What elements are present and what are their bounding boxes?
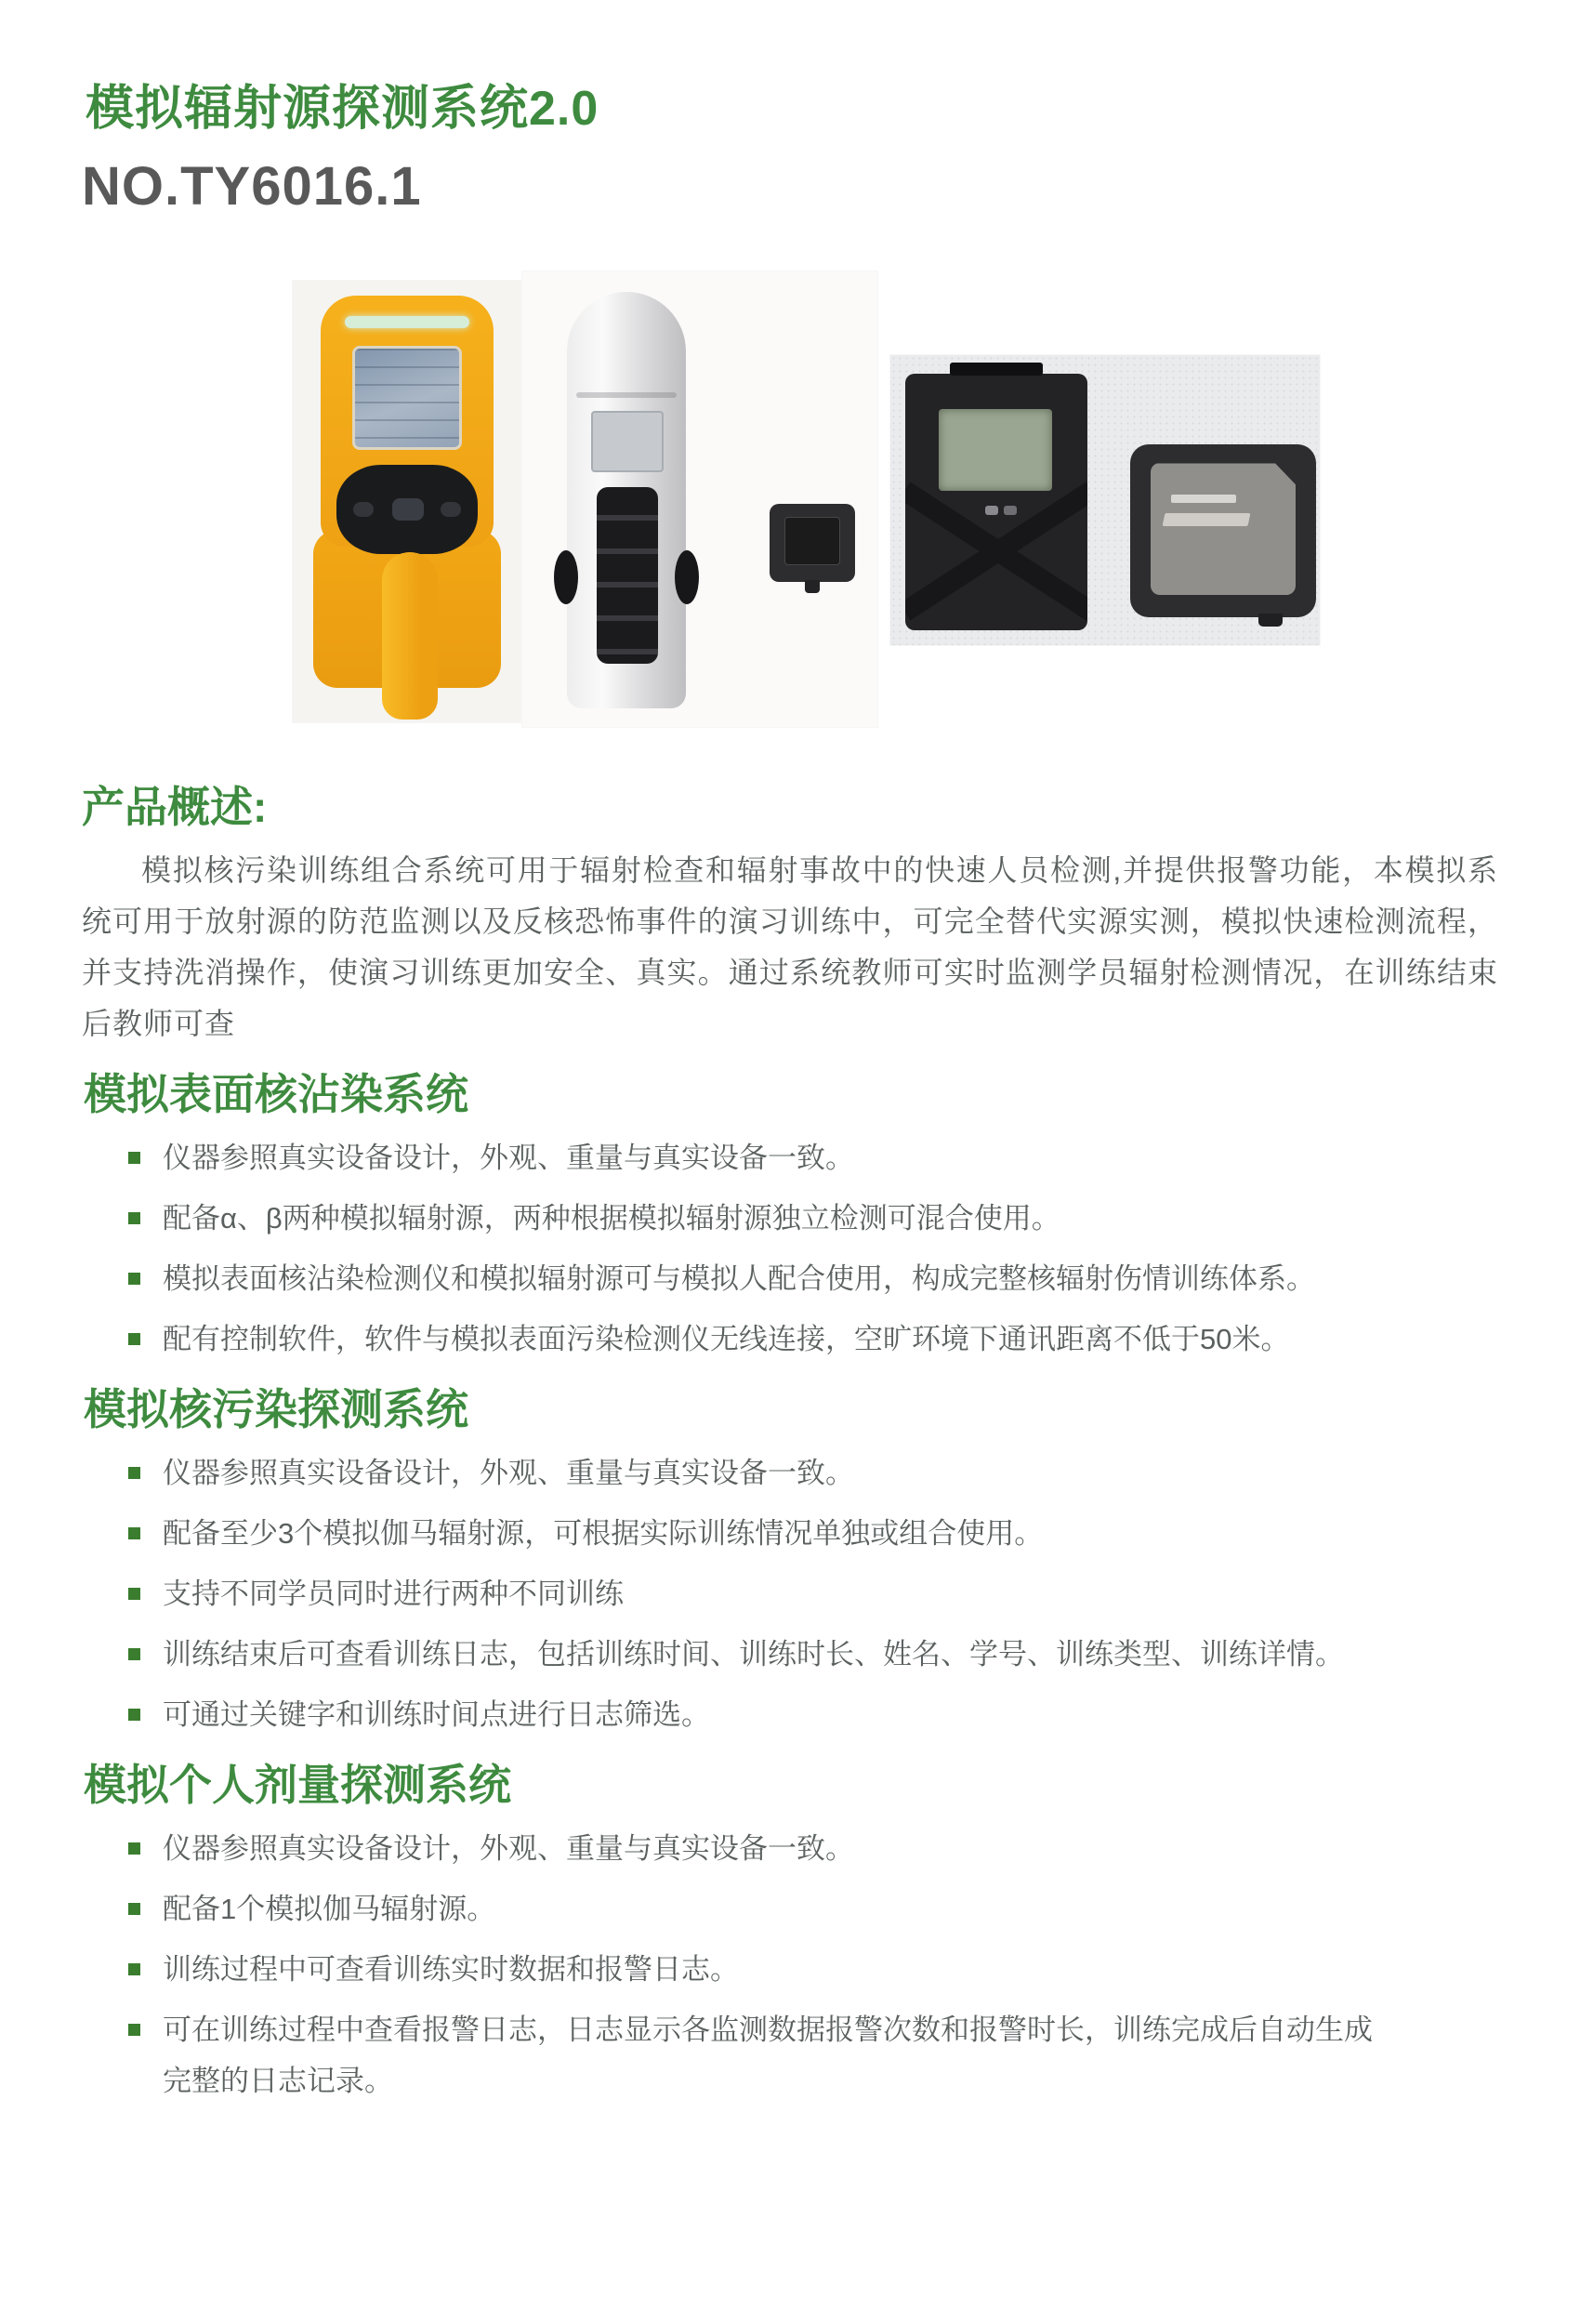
- bullet-text: 可在训练过程中查看报警日志，日志显示各监测数据报警次数和报警时长，训练完成后自动生成完整的日志记录。: [163, 2014, 1373, 2098]
- product-photos: [82, 255, 1498, 738]
- bullet-text: 配备1个模拟伽马辐射源。: [163, 1893, 496, 1926]
- mini-source-screen: [784, 517, 840, 565]
- bullet-text: 仪器参照真实设备设计，外观、重量与真实设备一致。: [163, 1457, 854, 1490]
- bullet-text: 支持不同学员同时进行两种不同训练: [163, 1578, 624, 1611]
- bullet-square-icon: [128, 1903, 140, 1915]
- bullet-item: [82, 1689, 1380, 1740]
- bullet-text: 配备α、β两种模拟辐射源，两种根据模拟辐射源独立检测可混合使用。: [163, 1202, 1060, 1235]
- bullet-square-icon: [128, 1467, 140, 1479]
- bullet-list: [82, 1823, 1498, 2106]
- bullet-text: 训练结束后可查看训练日志，包括训练时间、训练时长、姓名、学号、训练类型、训练详情。: [163, 1638, 1344, 1671]
- detector-lcd-screen: [352, 346, 462, 450]
- bullet-item: [82, 1447, 1380, 1499]
- bullet-item: [82, 1629, 1380, 1680]
- dosimeter-button: [1004, 506, 1017, 515]
- section-heading-personal-dose: 模拟个人剂量探测系统: [84, 1761, 511, 1810]
- detector-left-button: [353, 502, 374, 517]
- bullet-text: 训练过程中可查看训练实时数据和报警日志。: [163, 1953, 739, 1987]
- bullet-square-icon: [128, 1648, 140, 1660]
- photo-dosimeter-and-case: [890, 355, 1320, 645]
- bullet-square-icon: [128, 1273, 140, 1285]
- model-number: NO.TY6016.1: [82, 155, 422, 217]
- bullet-item: [82, 1944, 1380, 1995]
- photo-surface-contamination-detector: [293, 281, 520, 722]
- source-case-body: [1130, 444, 1316, 617]
- dosimeter-lcd-screen: [939, 409, 1052, 491]
- source-case-label-mark: [1163, 513, 1251, 526]
- source-case-latch: [1258, 614, 1283, 627]
- bullet-item: [82, 1253, 1380, 1304]
- bullet-item: [82, 1314, 1380, 1365]
- bullet-text: 模拟表面核沾染检测仪和模拟辐射源可与模拟人配合使用，构成完整核辐射伤情训练体系。: [163, 1262, 1315, 1296]
- overview-heading: 产品概述:: [82, 783, 268, 832]
- dosimeter-button: [985, 506, 998, 515]
- bullet-square-icon: [128, 1842, 140, 1855]
- bullet-square-icon: [128, 1963, 140, 1975]
- bullet-item: [82, 1568, 1380, 1619]
- bullet-item: [82, 1193, 1380, 1244]
- bullet-square-icon: [128, 1333, 140, 1345]
- bullet-item: [82, 1508, 1380, 1559]
- dosimeter-top-clip: [950, 363, 1043, 376]
- bullet-list: [82, 1132, 1498, 1365]
- section-nuclear-pollution: [82, 1385, 1498, 1740]
- bullet-item: [82, 1883, 1380, 1934]
- section-heading-surface-contamination: 模拟表面核沾染系统: [84, 1070, 468, 1119]
- bullet-square-icon: [128, 1212, 140, 1224]
- probe-foam-grip: [597, 487, 658, 664]
- photo-probe-detector: [522, 271, 877, 727]
- overview-paragraph: 模拟核污染训练组合系统可用于辐射检查和辐射事故中的快速人员检测,并提供报警功能，本模拟系统可用于放射源的防范监测以及反核恐怖事件的演习训练中，可完全替代实源实测，模拟快速检测流程，并支持洗消操作，使演习训练更加安全、真实。通过系统教师可实时监测学员辐射检测情况，在训练结束后教师可查: [82, 853, 1498, 1041]
- source-case-label-mark: [1171, 495, 1236, 503]
- probe-right-knob: [675, 550, 699, 604]
- bullet-text: 配备至少3个模拟伽马辐射源，可根据实际训练情况单独或组合使用。: [163, 1517, 1044, 1551]
- detector-handle: [382, 552, 438, 720]
- mini-source-stem: [805, 580, 820, 593]
- probe-neck-seam: [576, 392, 677, 398]
- bullet-square-icon: [128, 1588, 140, 1600]
- section-heading-nuclear-pollution: 模拟核污染探测系统: [84, 1385, 468, 1434]
- bullet-square-icon: [128, 1709, 140, 1721]
- section-personal-dose: [82, 1761, 1498, 2106]
- bullet-text: 配有控制软件，软件与模拟表面污染检测仪无线连接，空旷环境下通讯距离不低于50米。: [163, 1323, 1290, 1356]
- bullet-square-icon: [128, 2024, 140, 2036]
- bullet-item: [82, 2004, 1380, 2106]
- page-title: 模拟辐射源探测系统2.0: [86, 82, 599, 136]
- detector-right-button: [441, 502, 461, 517]
- bullet-square-icon: [128, 1527, 140, 1539]
- mini-source-device: [770, 504, 855, 582]
- bullet-item: [82, 1823, 1380, 1874]
- detector-button-panel: [336, 465, 478, 554]
- bullet-list: [82, 1447, 1498, 1740]
- bullet-text: 可通过关键字和训练时间点进行日志筛选。: [163, 1698, 710, 1732]
- bullet-text: 仪器参照真实设备设计，外观、重量与真实设备一致。: [163, 1832, 854, 1866]
- section-surface-contamination: [82, 1070, 1498, 1365]
- detector-center-button: [392, 498, 424, 521]
- bullet-square-icon: [128, 1152, 140, 1164]
- source-case-lid: [1151, 463, 1296, 595]
- detector-indicator-strip: [345, 316, 469, 328]
- bullet-text: 仪器参照真实设备设计，外观、重量与真实设备一致。: [163, 1142, 854, 1175]
- bullet-item: [82, 1132, 1380, 1183]
- probe-display: [591, 411, 664, 472]
- dosimeter-body: [905, 374, 1087, 630]
